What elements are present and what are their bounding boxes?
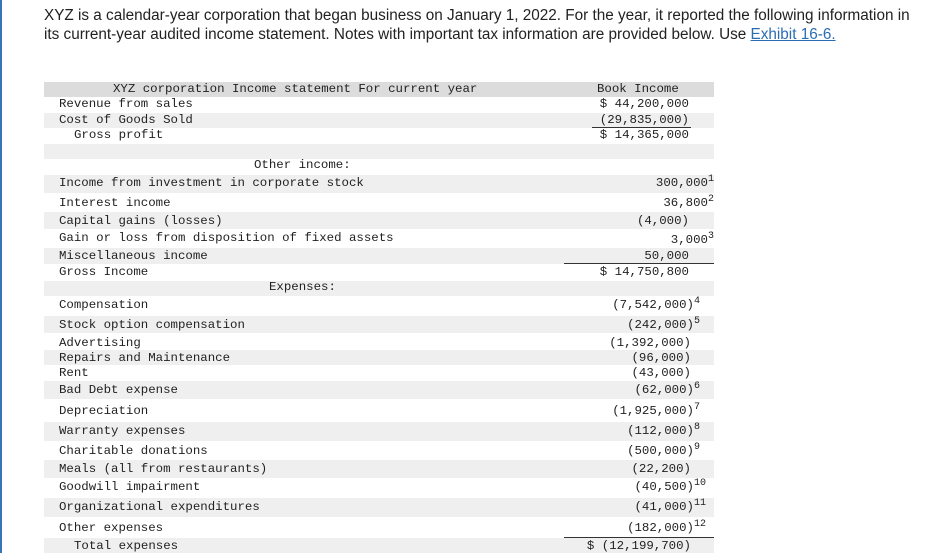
row-value: $ 44,200,000	[599, 97, 689, 111]
row-label: Capital gains (losses)	[59, 214, 223, 228]
row-label: Total expenses	[74, 539, 179, 553]
row-value: (29,835,000)	[599, 113, 689, 127]
row-value: 50,000	[644, 249, 689, 263]
row-value: $(41,000)^{11}$	[634, 498, 706, 514]
table-title: XYZ corporation Income statement For current year	[113, 82, 478, 96]
row-label: Miscellaneous income	[59, 249, 208, 263]
row-label: Charitable donations	[59, 444, 208, 458]
row-value: $(112,000)^8$	[627, 422, 700, 438]
row-value: $(500,000)^9$	[627, 442, 700, 458]
question-intro	[44, 6, 924, 44]
row-value: $(182,000)^{12}$	[627, 519, 706, 535]
underline	[564, 263, 714, 264]
row-value: 3,000$^3$	[670, 231, 714, 247]
row-label: Advertising	[59, 336, 141, 350]
row-value: $(40,500)^{10}$	[634, 478, 706, 494]
row-value: $(242,000)^5$	[627, 316, 700, 332]
row-band	[44, 144, 714, 159]
row-value: (43,000)	[631, 366, 691, 380]
row-label: Other expenses	[59, 521, 164, 535]
row-value: $(62,000)^6$	[634, 381, 700, 397]
row-label: Gross profit	[74, 128, 164, 142]
row-value: $(1,925,000)^7$	[612, 402, 700, 418]
row-label: Revenue from sales	[59, 97, 193, 111]
row-value: (1,392,000)	[609, 336, 691, 350]
intro-text: XYZ is a calendar-year corporation that began business on January 1, 2022. For the year, it reported the following information in its current-year audited income statement. Notes with important tax information are provided below. Use	[44, 7, 910, 43]
exhibit-link[interactable]: Exhibit 16-6.	[750, 26, 836, 43]
row-label: Gross Income	[59, 265, 149, 279]
row-label: Rent	[59, 366, 89, 380]
row-label: Cost of Goods Sold	[59, 113, 193, 127]
row-label: Repairs and Maintenance	[59, 351, 231, 365]
row-value: 36,800$^2$	[663, 194, 714, 210]
row-value: $ (12,199,700)	[586, 539, 691, 553]
row-label: Income from investment in corporate stock	[59, 176, 364, 190]
row-label: Gain or loss from disposition of fixed assets	[59, 231, 394, 245]
section-other-income: Other income:	[254, 158, 351, 172]
row-label: Depreciation	[59, 404, 149, 418]
row-label: Stock option compensation	[59, 318, 245, 332]
row-value: (96,000)	[631, 351, 691, 365]
row-label: Meals (all from restaurants)	[59, 462, 268, 476]
row-label: Bad Debt expense	[59, 383, 178, 397]
row-value: $(7,542,000)^4$	[612, 296, 700, 312]
row-label: Goodwill impairment	[59, 480, 201, 494]
column-header-book-income: Book Income	[597, 82, 679, 96]
row-label: Compensation	[59, 298, 149, 312]
row-value: 300,000$^1$	[655, 174, 714, 190]
row-value: (4,000)	[636, 214, 689, 228]
row-value: $ 14,750,800	[599, 265, 689, 279]
row-label: Interest income	[59, 196, 171, 210]
row-band	[44, 281, 714, 296]
row-value: (22,200)	[631, 462, 691, 476]
section-expenses: Expenses:	[269, 280, 336, 294]
row-label: Warranty expenses	[59, 424, 186, 438]
row-value: $ 14,365,000	[599, 128, 689, 142]
left-accent-bar	[0, 0, 2, 553]
row-label: Organizational expenditures	[59, 500, 260, 514]
